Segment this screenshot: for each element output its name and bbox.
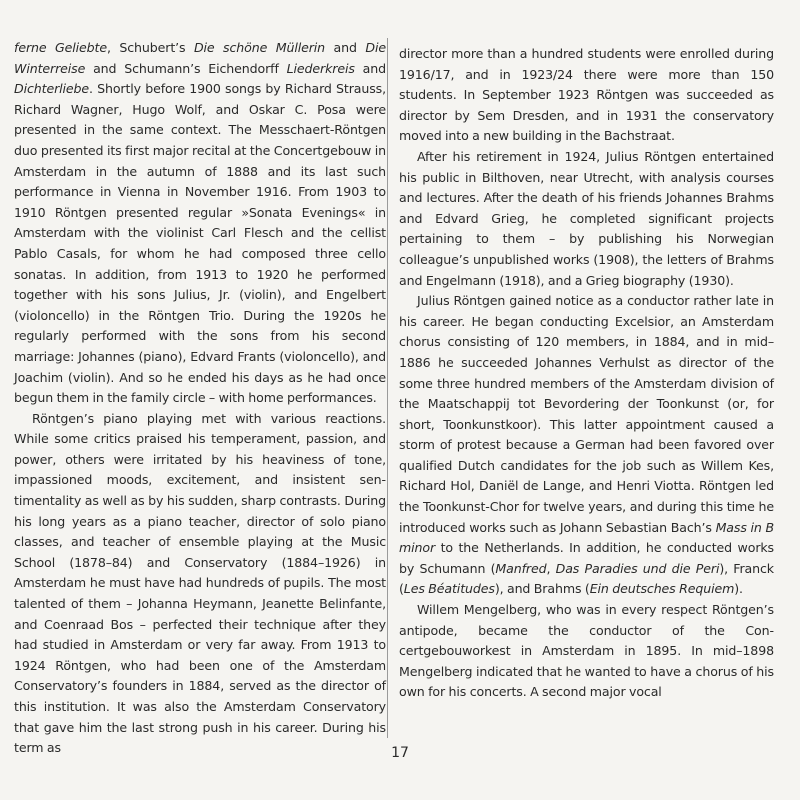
right-column [399, 44, 774, 703]
italic-title: Liederkreis [286, 60, 355, 76]
text-run: Julius Röntgen gained notice as a conductor rather late in his career. He began conducting Excelsior, an Amsterdam chorus consisting of 120 members, in 1884, and in mid–1886 he succeeded Johannes Verhulst as director of the some three hundred members of the Amsterdam division of the Maatschappij tot Bevordering der Toonkunst (or, for short, Toonkunstkoor). This latter appointment caused a storm of protest because a German had been favored over qualified Dutch candidates for the job such as Willem Kes, Richard Hol, Daniël de Lange, and Henri Viotta. Röntgen led the Toonkunst-Chor for twelve years, and during this time he introduced works such as Johann Sebastian Bach’s [399, 293, 774, 535]
paragraph [399, 600, 774, 703]
page-number: 17 [391, 745, 409, 761]
italic-title: Manfred [495, 560, 547, 576]
italic-title: Die schöne Müllerin [193, 40, 326, 55]
italic-title: Ein deutsches Requiem [589, 581, 735, 597]
text-run: to the Netherlands. In addition, he conducted works by Schumann ( [399, 540, 774, 576]
text-run: Willem Mengelberg, who was in every respect Röntgen’s antipode, became the conductor of the Concertgebouworkest in Amsterdam in 1895. In mid–1898 Mengelberg indicated that he wanted to have a chorus of his own for his concerts. A second major vocal [399, 602, 774, 700]
text-run: ), Franck ( [399, 560, 774, 597]
paragraph [399, 147, 774, 291]
left-column [14, 38, 386, 759]
text-run: After his retirement in 1924, Julius Röntgen entertained his public in Bilthoven, near Utrecht, with analysis courses and lectures. After the death of his friends Johannes Brahms and Edvard Grieg, he completed significant projects pertaining to them – by publishing his Norwegian colleague’s unpublished works (1908), the letters of Brahms and Engelmann (1918), and a Grieg biography (1930). [399, 148, 774, 288]
paragraph [399, 44, 774, 147]
text-run: director more than a hundred students were enrolled during 1916/17, and in 1923/24 there were more than 150 students. In September 1923 Röntgen was succeeded as director by Sem Dresden, and in 1931 the conservatory moved into a new building in the Bachstraat. [399, 46, 774, 144]
italic-title: Die Winterreise [14, 40, 386, 76]
text-run: , Schubert’s [106, 40, 194, 55]
italic-title: Mass in B minor [399, 519, 775, 556]
text-run: and [354, 60, 386, 76]
column-divider [387, 38, 388, 738]
text-run: and [325, 40, 366, 55]
italic-title: ferne Geliebte [14, 40, 107, 55]
text-run: , [546, 560, 556, 576]
italic-title: Das Paradies und die Peri [555, 560, 720, 576]
text-run: Röntgen’s piano playing met with various reactions. While some critics praised his temperament, passion, and power, others were irritated by his heaviness of tone, impassioned moods, excitement, and insistent sentimentality as well as by his sudden, sharp contrasts. During his long years as a piano teacher, director of solo piano classes, and teacher of ensemble playing at the Music School (1878–84) and Conservatory (1884–1926) in Amsterdam he must have had hundreds of pupils. The most talented of them – Johanna Heymann, Jeanette Belinfante, and Coenraad Bos – perfected their technique after they had studied in Amsterdam or very far away. From 1913 to 1924 Röntgen, who had been one of the Amsterdam Conservatory’s founders in 1884, served as the director of this institution. It was also the Amsterdam Conservatory that gave him the last strong push in his career. During his term as [14, 410, 386, 756]
text-run: and Schumann’s Eichendorff [85, 60, 287, 76]
italic-title: Les Béatitudes [403, 581, 495, 597]
paragraph [14, 38, 386, 409]
italic-title: Dichterliebe [14, 81, 90, 97]
text-run: . Shortly before 1900 songs by Richard Strauss, Richard Wagner, Hugo Wolf, and Oskar C. Posa were presented in the same context. The Messchaert-Röntgen duo presented its first major recital at the Concertgebouw in Amsterdam in the autumn of 1888 and its last such performance in Vienna in November 1916. From 1903 to 1910 Röntgen presented regular »Sonata Evenings« in Amsterdam with the violinist Carl Flesch and the cellist Pablo Casals, for whom he had composed three cello sonatas. In addition, from 1913 to 1920 he performed together with his sons Julius, Jr. (violin), and Engelbert (violoncello) in the Röntgen Trio. During the 1920s he regularly performed with the sons from his second marriage: Johannes (piano), Edvard Frants (violoncello), and Joachim (violin). And so he ended his days as he had once begun them in the family circle – with home performances. [14, 81, 386, 406]
text-run: ). [734, 581, 743, 597]
paragraph [14, 409, 386, 759]
text-run: ), and Brahms ( [494, 581, 590, 597]
paragraph [399, 291, 774, 600]
